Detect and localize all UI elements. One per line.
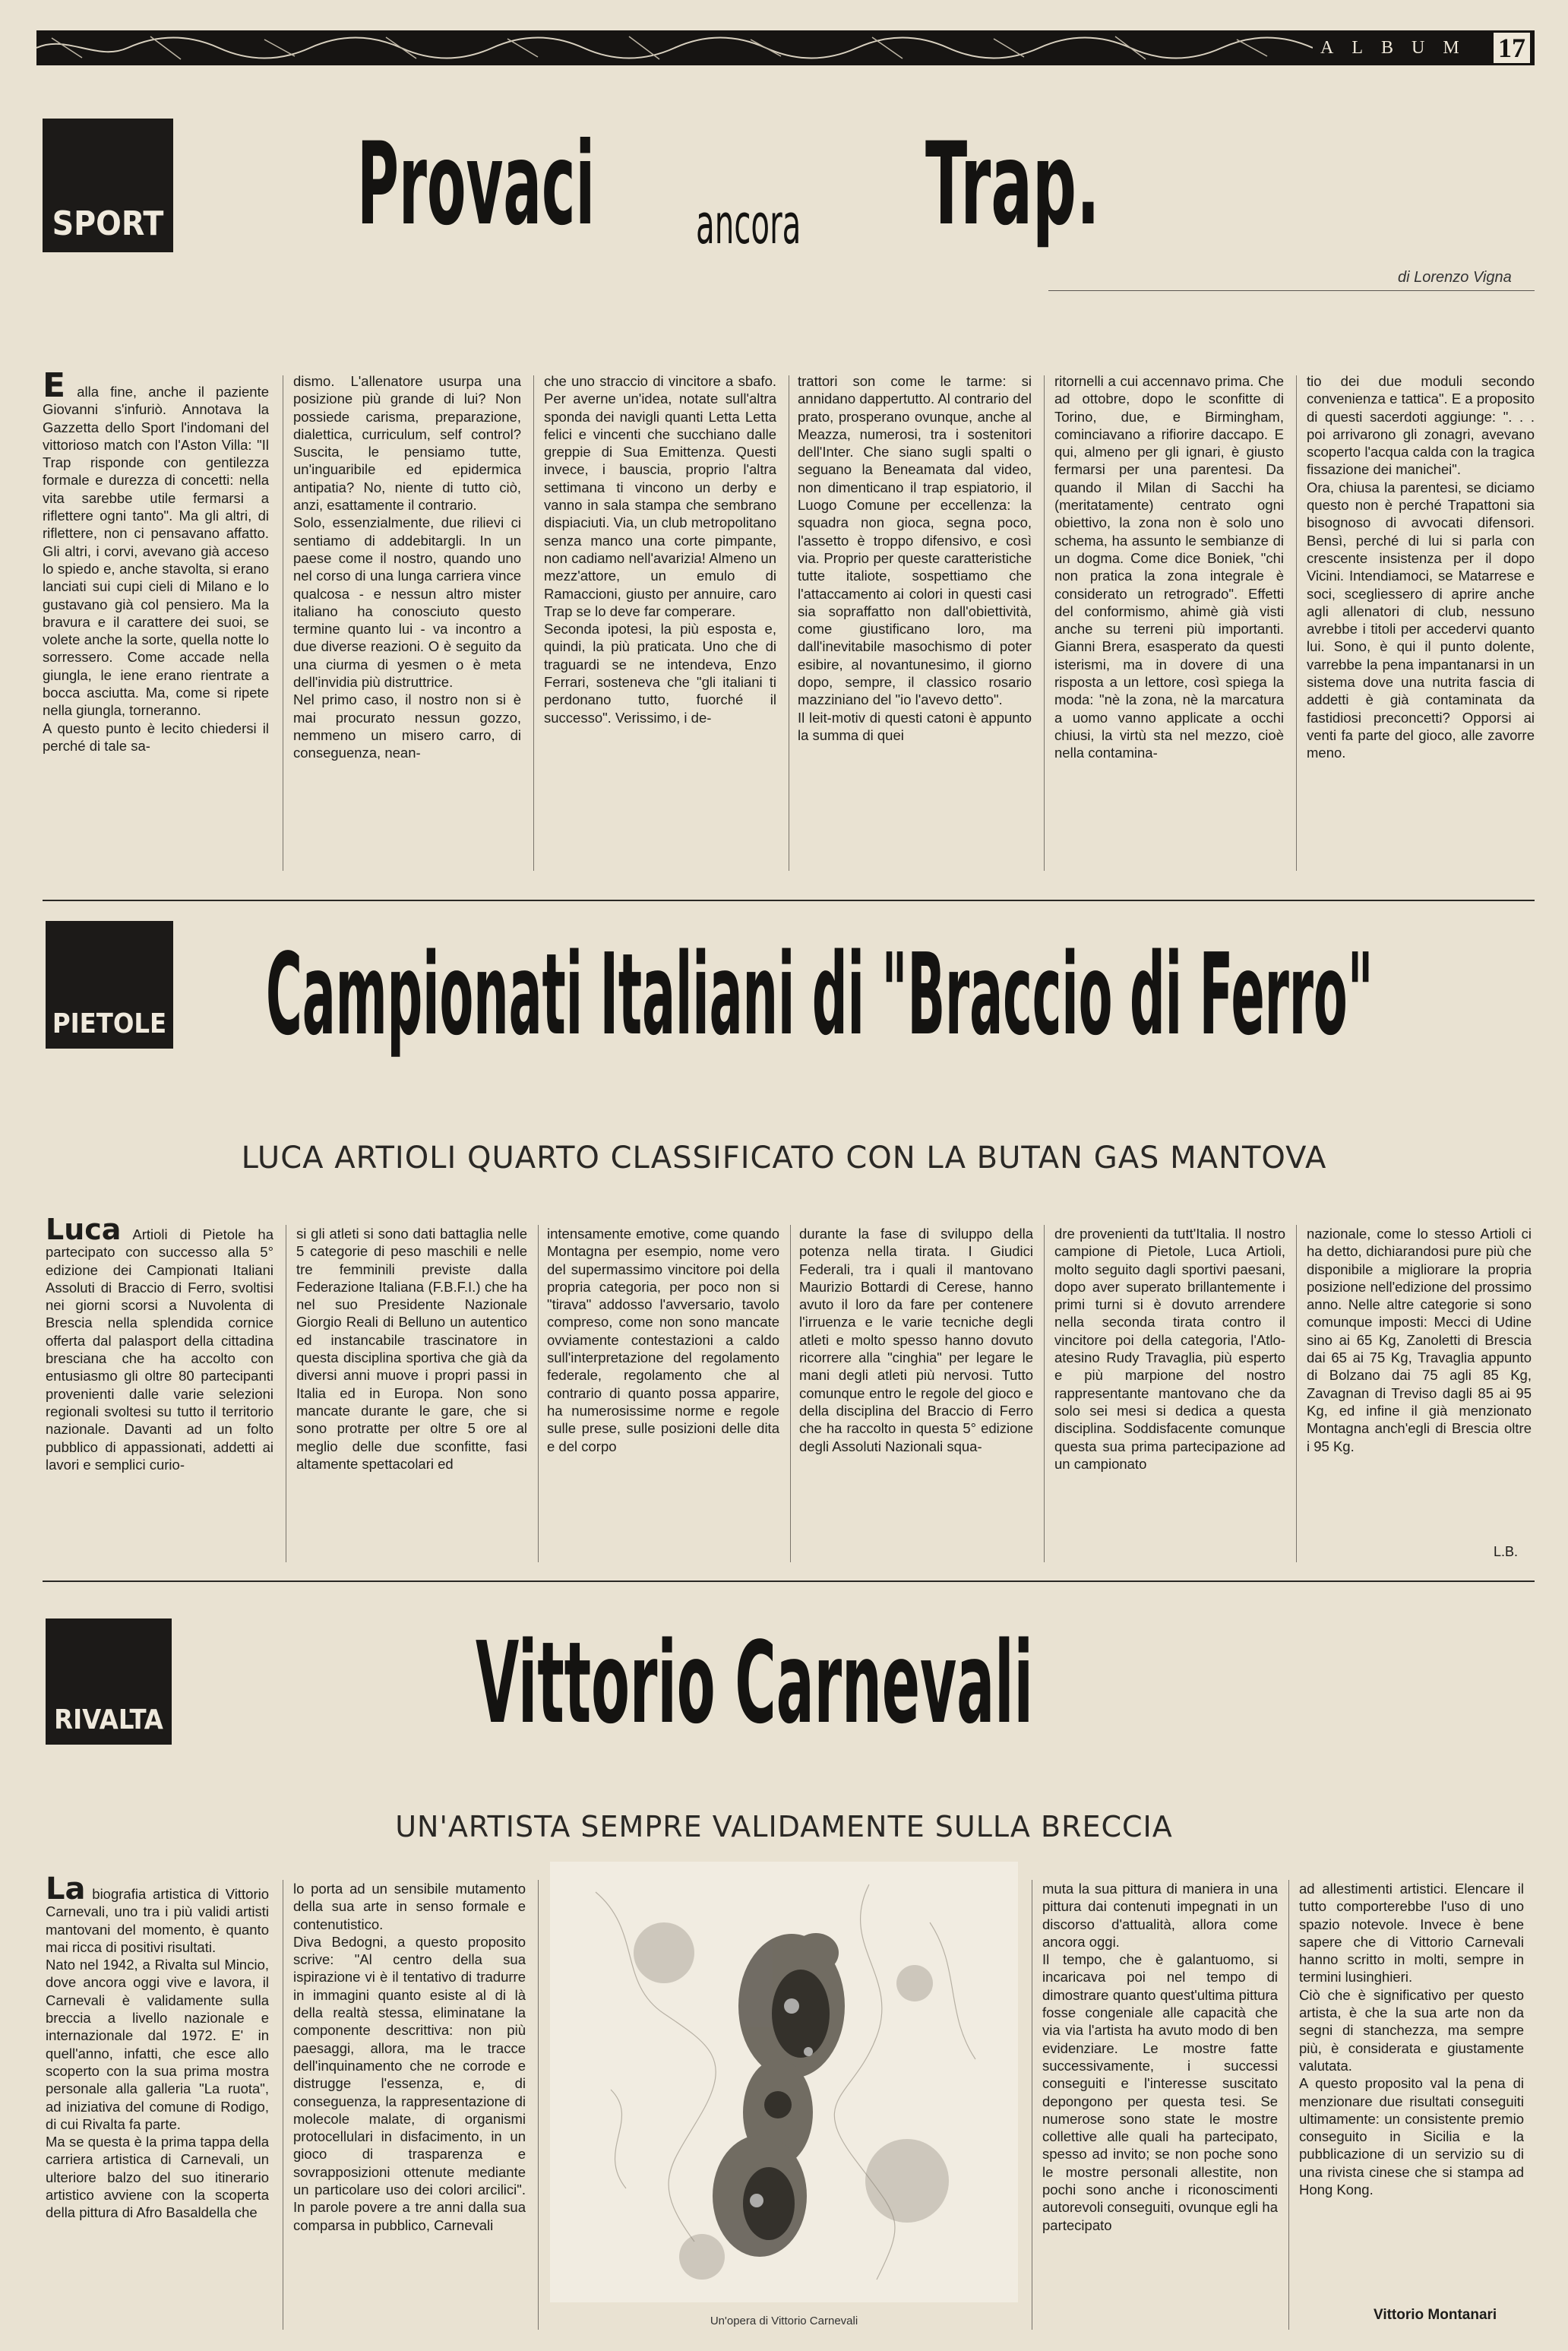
section-divider — [43, 900, 1535, 901]
pietole-column-5 — [1054, 1225, 1285, 1567]
sport-column-4 — [798, 372, 1032, 874]
article-text: dismo. L'allenatore usurpa una posizione più grande di lui? Non possiede carisma, preparazione, dialettica, curriculum, self control? Suscita, le pensiamo tutte, un'inguaribile ed epidermica antipatia? No, niente di tutto ciò, anzi, esattamente il contrario. Solo, essenzialmente, due rilievi ci sentiamo di addebitargli. In un paese come il nostro, quando uno nel corso di una lunga carriera vince qualcosa - e nessun altro mister italiano ha conosciuto questo termine quanto lui - va incontro a due diverse reazioni. O è seguito da una ciurma di yesmen o è meta dell'invidia più distruttrice. Nel primo caso, il nostro non si è mai procurato nessun gozzo, nemmeno un misero carro, di conseguenza, nean- — [293, 373, 521, 761]
sport-column-5 — [1054, 372, 1284, 874]
pietole-column-4 — [799, 1225, 1033, 1567]
pietole-column-6 — [1307, 1225, 1532, 1544]
column-rule — [1044, 375, 1045, 871]
headline-vittorio-carnevali: Vittorio Carnevali — [476, 1618, 1033, 1748]
section-tag-rivalta: RIVALTA — [46, 1618, 172, 1745]
article-text: ritornelli a cui accennavo prima. Che ad ottobre, dopo le sconfitte di Torino, due, e Birmingham, cominciavano a rifiorire daccapo. E qui, almeno per gli ignari, è giusto fermarsi per una parentesi. Da quando il Milan di Sacchi ha (meritatamente) centrato ogni obiettivo, la zona non è solo uno schema, ha assunto le sembianze di un dogma. Come dice Boniek, "chi non pratica la zona integrale è considerato un retrogrado". Effetti del conformismo, ahimè già visti anche su terreni più importanti. Gianni Brera, esasperato da questi isterismi, ma in dovere di una risposta a un lettore, così spiega la moda: "nè la zona, nè la marcatura a uomo vanno applicate a occhi chiusi, la virtù sta nel mezzo, cioè nella contamina- — [1054, 373, 1284, 761]
rivalta-column-2 — [293, 1880, 526, 2331]
sport-column-1 — [43, 372, 269, 874]
signature-pietole: L.B. — [1494, 1544, 1519, 1559]
article-text: lo porta ad un sensibile mutamento della sua arte in senso formale e contenutistico. Diva Bedogni, a questo proposito scrive: "Al centro della sua ispirazione vi è il tentativo di tradurre in immagini quanto esiste al di là della realtà stessa, eliminatane la componente descrittiva: non più paesaggi, allora, ma le tracce dell'inquinamento che ne corrode e distrugge l'essenza, e, di conseguenza, la rappresentazione di molecole malate, di organismi protocellulari in disfacimento, in un gioco di trasparenza e sovrapposizioni ottenute mediante un particolare uso dei colori arcilici". In parole povere a tre anni dalla sua comparsa in pubblico, Carnevali — [293, 1881, 526, 2233]
rivalta-column-1 — [46, 1875, 269, 2331]
headline-provaci: Provaci — [357, 119, 596, 251]
masthead-banner — [36, 30, 1535, 65]
article-text: intensamente emotive, come quando Montagna per esempio, nome vero del supermassimo vincitore poi della propria categoria, per poco non si "tirava" addosso l'avversario, tavolo compreso, come non sono mancate ovviamente contestazioni a caldo sull'interpretazione del regolamento federale, regolamento che al contrario di quanto possa apparire, ha numerosissime norme e regole sulle prese, sulle posizioni delle dita e del corpo — [547, 1226, 779, 1454]
pietole-column-3 — [547, 1225, 779, 1567]
drop-cap: E — [43, 372, 66, 405]
article-text: che uno straccio di vincitore a sbafo. Per averne un'idea, notate sull'altra sponda dei navigli quanti Letta Letta felici e vincenti che succhiano dalle greppie di Sua Emittenza. Questi invece, i bauscia, proprio l'altra settimana ti vincono un derby e vanno in sala stampa che sembrano dispiaciuti. Via, un club metropolitano senza manco una corte pimpante, non cadiamo nell'avarizia! Almeno un mezz'attore, un emulo di Ramaccioni, giusto per annuire, caro Trap se lo deve far comperare. Seconda ipotesi, la più esposta e, quindi, la più praticata. Uno che di traguardi se ne intendeva, Enzo Ferrari, sosteneva che "gli italiani ti perdonano tutto, fuorché il successo". Verissimo, i de- — [544, 373, 776, 726]
abstract-painting — [550, 1862, 1018, 2302]
page-number: 17 — [1494, 33, 1530, 63]
pietole-column-1 — [46, 1216, 273, 1565]
article-text: tio dei due moduli secondo convenienza e tattica". E a proposito di questi sacerdoti aggiunge: ". . . poi arrivarono gli zonagri, avevano scoperto l'acqua calda con la tragica fissazione dei manichei". Ora, chiusa la parentesi, se diciamo questo non è perché Trapattoni sia bisognoso di avvocati difensori. Bensì, perché di lui si parla con crescente insistenza per il dopo Vicini. Intendiamoci, se Matarrese e soci, scegliessero di aprire anche agli allenatori di club, nessuno avrebbe i titoli per accedervi quanto lui. Sono, è qui il punto dolente, varrebbe la pena impantanarsi in un sistema dove una nutrita fascia di addetti è già contaminata da fastidiosi preconcetti? Opporsi ai venti fa parte del gioco, alle zavorre meno. — [1307, 373, 1535, 761]
rivalta-column-4 — [1299, 1880, 1524, 2305]
article-text: alla fine, anche il paziente Giovanni s'infuriò. Annotava la Gazzetta dello Sport l'indomani del vittorioso match con l'Aston Villa: "Il Trap risponde con gentilezza formale e durezza di concetti: nella vita sarebbe utile fermarsi a riflettere ogni tanto". Ma gli altri, di riflettere, non ci pensavano affatto. Gli altri, i corvi, avevano già acceso lo spiedo e, anche stavolta, si erano lanciati sui cupi cieli di Milano e lo gustavano già col pensiero. Ma la bravura e il carattere dei suoi, se volete anche la sorte, quella notte lo sorressero. Come accade nella giungla, le iene erano rientrate a bocca asciutta. Ma, come si ripete nella giungla, torneranno. A questo punto è lecito chiedersi il perché di tale sa- — [43, 384, 269, 754]
article-text: ad allestimenti artistici. Elencare il tutto comporterebbe l'uso di uno spazio notevole. Invece è bene sapere che di Vittorio Carnevali hanno scritto in molti, sempre in termini lusinghieri. Ciò che è significativo per questo artista, è che la sua arte non da segni di stanchezza, ma sempre più, è considerata e giustamente valutata. A questo proposito val la pena di menzionare due risultati conseguiti ultimamente: un consistente premio conseguito in Sicilia e la pubblicazione di un servizio su di una rivista cinese che si stampa ad Hong Kong. — [1299, 1881, 1524, 2198]
article-text: trattori son come le tarme: si annidano dappertutto. Al contrario del prato, prosperano ovunque, anche al Meazza, numerosi, tra i sostenitori dell'Inter. Che siano sugli spalti o seguano la Beneamata dal video, non dimenticano il trap espiatorio, il Luogo Comune per eccellenza: la squadra non gioca, segna poco, l'assetto è troppo difensivo, e così via. Proprio per queste caratteristiche tutte italiote, sospettiamo che l'attaccamento ai colori in questi casi sia sopraffatto non dall'obiettività, come giustificano loro, ma dall'inevitabile masochismo di poter esibire, al novantunesimo, il giorno dopo, sempre, il classico rosario mazziniano del "io l'avevo detto". Il leit-motiv di questi catoni è appunto la summa di quei — [798, 373, 1032, 743]
rivalta-column-3 — [1042, 1880, 1278, 2331]
column-rule — [533, 375, 534, 871]
subheadline-pietole: LUCA ARTIOLI QUARTO CLASSIFICATO CON LA BUTAN GAS MANTOVA — [241, 1141, 1327, 1176]
artwork-image — [550, 1862, 1018, 2302]
byline-rule — [1048, 290, 1535, 291]
column-rule — [790, 1225, 791, 1562]
sport-column-2 — [293, 372, 521, 874]
artwork-caption: Un'opera di Vittorio Carnevali — [710, 2315, 858, 2327]
sport-column-6 — [1307, 372, 1535, 874]
section-label: ALBUM — [1320, 38, 1478, 58]
section-divider — [43, 1581, 1535, 1582]
subheadline-rivalta: UN'ARTISTA SEMPRE VALIDAMENTE SULLA BRECCIA — [395, 1810, 1173, 1843]
headline-trap: Trap. — [925, 119, 1100, 251]
column-rule — [1296, 1225, 1297, 1562]
article-text: durante la fase di sviluppo della potenza nella tirata. I Giudici Federali, tra i quali il mantovano Maurizio Bottardi di Cerese, hanno avuto il loro da fare per contenere l'irruenza e le varie tecniche degli atleti e molto spesso hanno dovuto ricorrere alla "cinghia" per legare le mani degli atleti più nervosi. Tutto comunque entro le regole del gioco e della disciplina del Braccio di Ferro che ha raccolto in questa 5° edizione degli Assoluti Nazionali squa- — [799, 1226, 1033, 1454]
decorative-pattern — [36, 30, 1313, 65]
byline: di Lorenzo Vigna — [1398, 269, 1512, 286]
headline-ancora: ancora — [696, 192, 801, 256]
article-text: dre provenienti da tutt'Italia. Il nostro campione di Pietole, Luca Artioli, molto seguito dagli sportivi paesani, dopo aver superato brillantemente i primi turni si è dovuto arrendere nella seconda tirata contro il vincitore poi della categoria, l'Atlo-atesino Rudy Travaglia, più esperto e più marpione del nostro rappresentante mantovano che da solo sei mesi si dedica a questa disciplina. Soddisfacente comunque questa sua prima partecipazione ad un campionato — [1054, 1226, 1285, 1472]
section-tag-sport: SPORT — [43, 119, 173, 252]
article-text: Artioli di Pietole ha partecipato con successo alla 5° edizione dei Campionati Italiani Assoluti di Braccio di Ferro, svoltisi nei giorni scorsi a Nuvolenta di Brescia nella splendida cornice offerta dal palasport della cittadina bresciana che ha accolto con entusiasmo gli oltre 80 partecipanti provenienti dalle varie selezioni regionali svoltesi su tutto il territorio nazionale. Davanti ad un folto pubblico di appassionati, addetti ai lavori e semplici curio- — [46, 1226, 273, 1473]
signature-rivalta: Vittorio Montanari — [1374, 2307, 1497, 2323]
pietole-column-2 — [296, 1225, 527, 1567]
section-tag-pietole: PIETOLE — [46, 921, 173, 1049]
article-text: si gli atleti si sono dati battaglia nelle 5 categorie di peso maschili e nelle tre femminili previste dalla Federazione Italiana (F.B.F.I.) che ha nel suo Presidente Nazionale Giorgio Reali di Belluno un autentico ed instancabile trascinatore in questa disciplina sportiva che già da diversi anni muove i propri passi in Italia ed in Europa. Non sono mancate durante le gare, che si sono protratte per oltre 5 ore al meglio delle due sconfitte, fasi altamente spettacolari ed — [296, 1226, 527, 1472]
lead-word: Luca — [46, 1216, 122, 1246]
headline-braccio-di-ferro: Campionati Italiani di "Braccio di Ferro" — [266, 929, 1374, 1060]
article-text: biografia artistica di Vittorio Carnevali, uno tra i più validi artisti mantovani del momento, è quanto mai ricca di positivi risultati. Nato nel 1942, a Rivalta sul Mincio, dove ancora oggi vive e lavora, il Carnevali è validamente sulla breccia a livello nazionale e internazionale dal 1972. E' in quell'anno, infatti, che esce allo scoperto con la sua prima mostra personale alla galleria "La ruota", ad iniziativa del comune di Rodigo, di cui Rivalta fa parte. Ma se questa è la prima tappa della carriera artistica di Carnevali, un ulteriore balzo del suo itinerario artistico avviene con la scoperta della pittura di Afro Basaldella che — [46, 1886, 269, 2221]
sport-column-3 — [544, 372, 776, 874]
column-rule — [1288, 1880, 1289, 2330]
article-text: muta la sua pittura di maniera in una pittura dai contenuti impegnati in un discorso d'attualità, allora come ancora oggi. Il tempo, che è galantuomo, si incaricava poi nel tempo di dimostrare quanto quest'ultima pittura fosse congeniale alle capacità che via via l'artista ha avuto modo di ben evidenziare. Le mostre fatte successivamente, i successi conseguiti e l'interesse suscitato depongono per questa tesi. Se numerose sono state le mostre collettive alle quali ha partecipato, spesso ad invito; se non poche sono le mostre personali allestite, non pochi sono anche i riconoscimenti autorevoli conseguiti, ovunque egli ha partecipato — [1042, 1881, 1278, 2233]
column-rule — [1296, 375, 1297, 871]
column-rule — [538, 1880, 539, 2330]
column-rule — [1044, 1225, 1045, 1562]
column-rule — [538, 1225, 539, 1562]
lead-word: La — [46, 1875, 86, 1906]
article-text: nazionale, come lo stesso Artioli ci ha detto, dichiarandosi pure più che disponibile a migliorare la propria posizione nell'edizione del prossimo anno. Nelle altre categorie si sono comunque imposti: Mecci di Udine sino ai 65 Kg, Zanoletti di Brescia dai 65 ai 75 Kg, Travaglia appunto di Bolzano dai 75 agli 85 Kg, Zavagnan di Treviso dagli 85 ai 95 Kg, ed infine il già menzionato Montagna anch'egli di Brescia oltre i 95 Kg. — [1307, 1226, 1532, 1454]
